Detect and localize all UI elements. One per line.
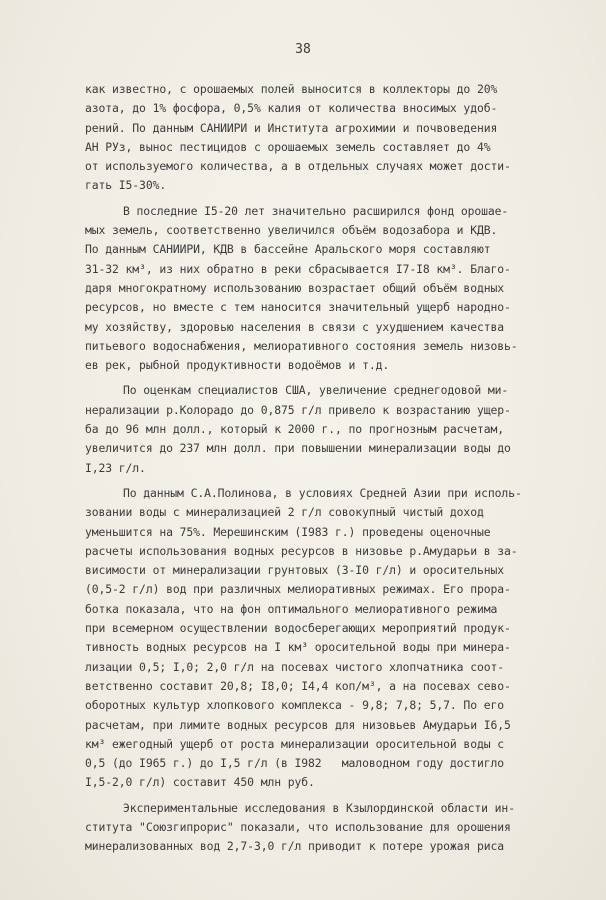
text-line: км³ ежегодный ущерб от роста минерализации оросительной воды с [85,736,504,751]
text-line: даря многократному использованию возрастает общий объём водных [85,280,504,295]
text-line: По данным САНИИРИ, КДВ в бассейне Аральского моря составляют [85,242,491,257]
text-line: I,23 г/л. [85,460,146,475]
text-line: (0,5-2 г/л) вод при различных мелиоративных режимах. Его прора- [85,582,511,597]
text-line: как известно, с орошаемых полей выносится в коллекторы до 20% [85,82,498,96]
text-line: увеличится до 237 млн долл. при повышении минерализации воды до [85,441,511,456]
text-line: рений. По данным САНИИРИ и Института агрохимии и почвоведения [85,120,498,135]
text-line: расчеты использования водных ресурсов в низовье р.Амударьи в за- [85,543,518,558]
text-line: I,5-2,0 г/л) составит 450 млн руб. [85,775,315,790]
text-line: зовании воды с минерализацией 2 г/л совокупный чистый доход [85,505,484,520]
text-line: ститута "Союзгипрорис" показали, что использование для орошения [85,819,511,834]
text-line: уменьшится на 75%. Мерешинским (I983 г.) проведены оценочные [85,524,491,539]
text-line: Экспериментальные исследования в Кзылординской области ин- [123,800,515,815]
text-line: АН РУз, вынос пестицидов с орошаемых земель составляет до 4% [85,139,491,154]
text-line: от используемого количества, а в отдельных случаях может дости- [85,159,511,174]
text-line: азота, до 1% фосфора, 0,5% калия от количества вносимых удоб- [85,101,498,116]
text-line: 31-32 км³, из них обратно в реки сбрасывается I7-I8 км³. Благо- [85,261,511,276]
text-line: питьевого водоснабжения, мелиоративного состояния земель низовь- [85,338,518,353]
text-line: расчетам, при лимите водных ресурсов для низовьев Амударьи I6,5 [85,717,511,732]
text-line: ресурсов, но вместе с тем наносится значительный ущерб народно- [85,300,511,315]
text-line: нерализации р.Колорадо до 0,875 г/л привело к возрастанию ущер- [85,402,511,417]
text-line: ветственно составит 20,8; I8,0; I4,4 коп/м³, а на посевах сево- [85,678,511,693]
paragraph-4 [85,484,585,793]
text-line: тивность водных ресурсов на I км³ оросительной воды при минера- [85,640,511,655]
paragraph-5 [85,799,585,857]
text-line: В последние I5-20 лет значительно расширился фонд орошае- [123,203,509,218]
text-line: минерализованных вод 2,7-3,0 г/л приводит к потере урожая риса [85,839,504,854]
text-line: при всемерном осуществлении водосберегающих мероприятий продук- [85,621,511,636]
text-line: По оценкам специалистов США, увеличение среднегодовой ми- [123,383,509,398]
page-number: 38 [295,42,311,57]
text-line: оборотных культур хлопкового комплекса - 9,8; 7,8; 5,7. По его [85,698,504,713]
paragraph-1 [85,80,585,196]
text-line: лизации 0,5; I,0; 2,0 г/л на посевах чистого хлопчатника соот- [85,659,504,674]
text-line: ботка показала, что на фон оптимального мелиоративного режима [85,601,498,616]
document-body [85,80,585,857]
text-line: ба до 96 млн долл., который к 2000 г., по прогнозным расчетам, [85,422,504,437]
paragraph-2 [85,202,585,376]
text-line: ев рек, рыбной продуктивности водоёмов и т.д. [85,358,390,373]
text-line: мых земель, соответственно увеличился объём водозабора и КДВ. [85,223,498,238]
text-line: гать I5-30%. [85,178,167,193]
text-line: По данным С.А.Полинова, в условиях Средней Азии при исполь- [123,485,522,500]
text-line: висимости от минерализации грунтовых (3-I0 г/л) и оросительных [85,563,504,578]
text-line: му хозяйству, здоровью населения в связи с ухудшением качества [85,319,504,334]
text-line: 0,5 (до I965 г.) до I,5 г/л (в I982 маловодном году достигло [85,756,504,771]
paragraph-3 [85,381,585,477]
